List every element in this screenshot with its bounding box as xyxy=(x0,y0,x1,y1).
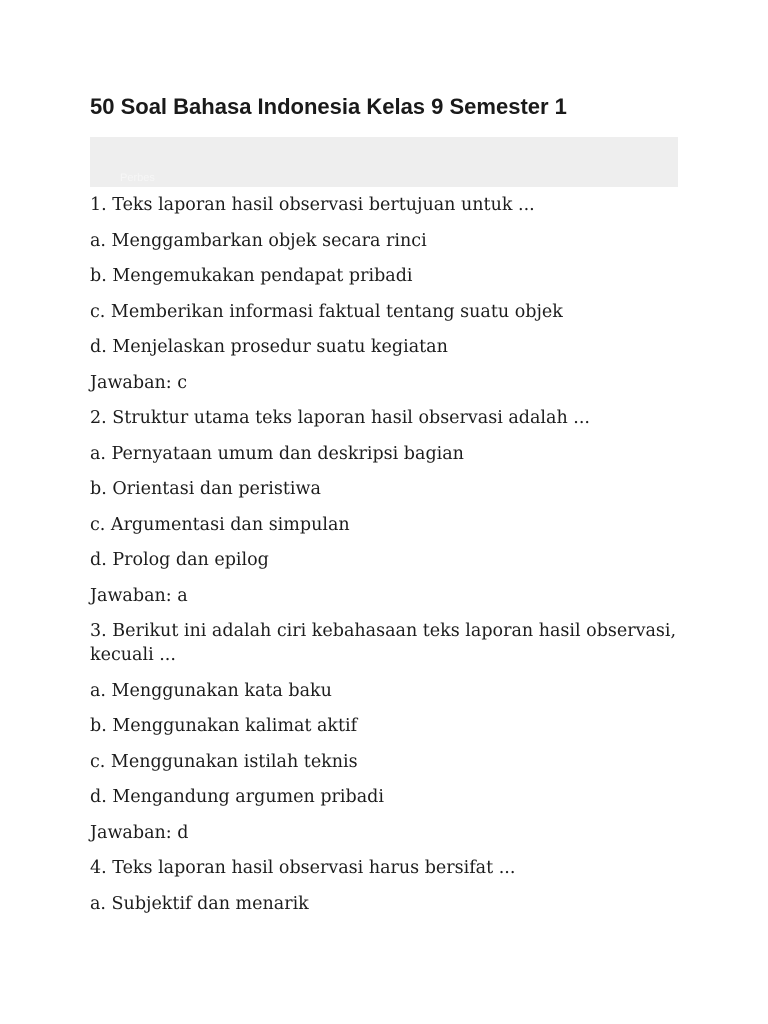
option-text: a. Subjektif dan menarik xyxy=(90,893,309,914)
option-text: c. Argumentasi dan simpulan xyxy=(90,514,350,535)
option-text: d. Prolog dan epilog xyxy=(90,550,269,570)
question-text: 3. Berikut ini adalah ciri kebahasaan teks laporan hasil observasi, kecuali ... xyxy=(90,621,677,665)
option-text: a. Pernyataan umum dan deskripsi bagian xyxy=(90,443,464,464)
option-text: c. Menggunakan istilah teknis xyxy=(90,751,358,772)
option-text: d. Menjelaskan prosedur suatu kegiatan xyxy=(90,337,448,357)
option-text: b. Mengemukakan pendapat pribadi xyxy=(90,266,413,286)
option-text: b. Orientasi dan peristiwa xyxy=(90,479,321,499)
question-list xyxy=(90,193,680,927)
question-text: 1. Teks laporan hasil observasi bertujuan untuk ... xyxy=(90,195,535,215)
option-text: d. Mengandung argumen pribadi xyxy=(90,787,384,807)
answer-text: Jawaban: d xyxy=(90,822,189,843)
option-text: b. Menggunakan kalimat aktif xyxy=(90,716,358,736)
ad-label: Perbes xyxy=(120,172,155,184)
option-text: a. Menggambarkan objek secara rinci xyxy=(90,230,427,251)
option-text: c. Memberikan informasi faktual tentang suatu objek xyxy=(90,301,563,322)
answer-text: Jawaban: c xyxy=(90,372,188,393)
question-text: 2. Struktur utama teks laporan hasil observasi adalah ... xyxy=(90,408,590,428)
option-text: a. Menggunakan kata baku xyxy=(90,680,332,701)
question-text: 4. Teks laporan hasil observasi harus bersifat ... xyxy=(90,858,516,878)
answer-text: Jawaban: a xyxy=(90,585,188,606)
page-title: 50 Soal Bahasa Indonesia Kelas 9 Semester 1 xyxy=(90,94,567,119)
ad-placeholder xyxy=(90,137,678,187)
